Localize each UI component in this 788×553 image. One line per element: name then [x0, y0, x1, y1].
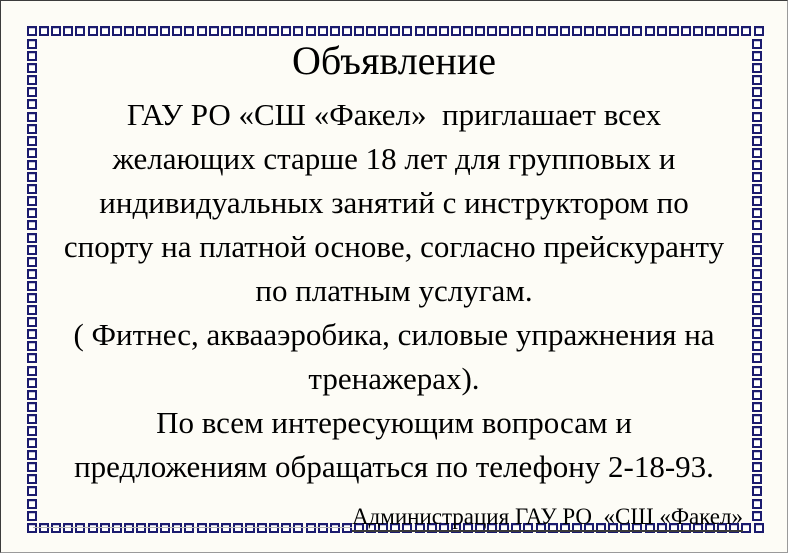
page-title: Объявление: [292, 38, 496, 83]
body-line: по платным услугам.: [255, 273, 533, 308]
body-line: ГАУ РО «СШ «Факел» приглашает всех: [126, 97, 662, 132]
body-line: тренажерах).: [308, 361, 480, 396]
signature-row: [33, 504, 743, 532]
announcement-content: [1, 1, 787, 552]
body-line: По всем интересующим вопросам и: [156, 405, 632, 440]
body-line: предложениям обращаться по телефону 2-18-93.: [74, 449, 714, 484]
signature-line: [33, 527, 352, 528]
body-line: ( Фитнес, аквааэробика, силовые упражнения на: [73, 317, 715, 352]
body-line: индивидуальных занятий с инструктором по: [99, 185, 689, 220]
signature-text: Администрация ГАУ РО «СШ «Факел»: [352, 504, 743, 532]
announcement-body: [1, 93, 787, 489]
body-line: желающих старше 18 лет для групповых и: [112, 141, 676, 176]
body-line: спорту на платной основе, согласно прейскуранту: [63, 229, 725, 264]
